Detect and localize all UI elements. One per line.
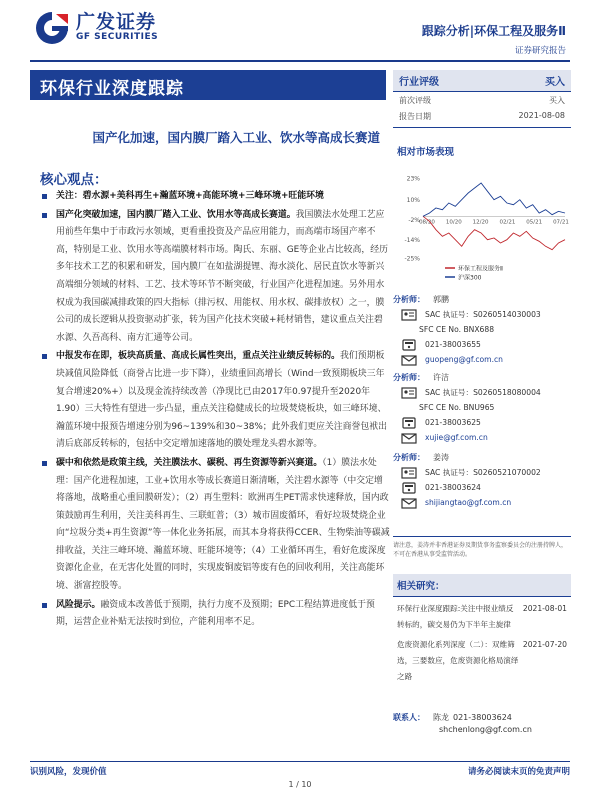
report-date-label: 报告日期 bbox=[399, 112, 431, 121]
related-item[interactable] bbox=[393, 601, 571, 633]
analyst-label: 分析师： bbox=[393, 373, 425, 382]
analyst-email[interactable]: shijiangtao@gf.com.cn bbox=[425, 498, 512, 507]
analyst-sfc: SFC CE No. BNU965 bbox=[419, 403, 495, 412]
chart-svg bbox=[393, 172, 571, 284]
series-line-1 bbox=[423, 183, 565, 216]
header-meta bbox=[422, 22, 566, 56]
related-research bbox=[393, 574, 571, 685]
analyst-block-1 bbox=[393, 292, 571, 367]
email-icon bbox=[399, 496, 419, 510]
analyst-name: 郭鹏 bbox=[433, 295, 449, 304]
related-item-title[interactable]: 环保行业深度跟踪:关注中报业绩反转标的，碳交易仍为下半年主旋律 bbox=[397, 604, 514, 629]
analyst-email[interactable]: xujie@gf.com.cn bbox=[425, 433, 488, 442]
y-tick-label: 23% bbox=[406, 175, 420, 183]
rating-box bbox=[393, 70, 571, 162]
x-tick-label: 07/21 bbox=[553, 219, 569, 226]
paragraph-text: 我国膜法水处理工艺应用前些年集中于市政污水领域，更看重投资及产品应用能力，而高端市场国产率不高，特别是工业、饮用水等高端膜材料市场。陶氏、东丽、GE等企业占比较高，经历多年技术工艺的积累和研发，国内膜厂在如盐湖提锂、海水淡化、居民直饮水等新兴高端细分领域的材料、工艺、技术等环节不断突破，行业国产化进程加速。另外用水权成为我国碳减排政策的四大指标（排污权、用能权、用水权、碳排放权）之一，膜公司的成长逻辑从投资驱动扩张，转为国产化技术突破+耗材销售，建议重点关注碧水源、久吾高科、南方汇通等公司。 bbox=[56, 209, 388, 343]
report-date-value: 2021-08-08 bbox=[518, 111, 565, 120]
rating-label: 行业评级 bbox=[399, 77, 439, 88]
analyst-sac: SAC 执证号：S0260518080004 bbox=[425, 388, 541, 397]
paragraph-focus bbox=[42, 188, 390, 206]
analyst-phone: 021-38003625 bbox=[425, 418, 481, 427]
logo-chinese-name: 广发证券 bbox=[76, 11, 157, 33]
paragraph-text: （1）膜法水处理：国产化进程加速，工业+饮用水等成长赛道日渐清晰，关注碧水源等（中交定增将落地，战略重心重回膜研发）；（2）再生塑料：欧洲再生PET需求快速释放，国内政策鼓励再生利用，关注美科再生、三联虹普；（3）城市固废循环，看好垃圾焚烧企业向“垃圾分类+再生资源”等一体化业务拓展，而其本身将获得CCER、生物柴油等碳减排收益，关注三峰环境、瀚蓝环境、旺能环境等；（4）工业循环再生，看好危废深度资源化企业，在无害化处置的同时，实现废铜废铝等废有色的回收利用，关注高能环境、浙富控股等。 bbox=[56, 457, 390, 592]
related-item-title[interactable]: 危废资源化系列深度（二）：双维筛选，三要数应，危废资源化格局演绎之路 bbox=[397, 640, 519, 681]
y-tick-label: -25% bbox=[404, 255, 420, 263]
contact-phone: 021-38003624 bbox=[453, 713, 512, 722]
disclosure-note: 请注意，姜涛并非香港证券及期货事务监察委员会的注册持牌人，不可在香港从事受监管活动。 bbox=[393, 536, 571, 559]
logo-english-name: GF SECURITIES bbox=[76, 32, 159, 42]
report-date-row bbox=[393, 108, 571, 128]
analyst-phone: 021-38003624 bbox=[425, 483, 481, 492]
id-card-icon bbox=[399, 308, 419, 322]
footer-disclaimer: 请务必阅读末页的免责声明 bbox=[467, 767, 570, 777]
y-tick-label: -2% bbox=[408, 217, 420, 225]
id-card-icon bbox=[399, 386, 419, 400]
contact-name: 陈龙 bbox=[433, 713, 449, 722]
footer-slogan: 识别风险，发现价值 bbox=[30, 767, 107, 777]
legend-label: 沪深300 bbox=[458, 274, 482, 282]
paragraph-bold: 风险提示。 bbox=[56, 599, 101, 610]
related-research-heading: 相关研究： bbox=[393, 574, 571, 597]
x-tick-label: 12/20 bbox=[472, 219, 489, 226]
paragraph-carbon bbox=[42, 455, 390, 596]
paragraph-bold: 关注：碧水源+美科再生+瀚蓝环境+高能环境+三峰环境+旺能环境 bbox=[56, 191, 324, 201]
previous-rating-value: 买入 bbox=[549, 96, 565, 105]
email-icon bbox=[399, 431, 419, 445]
analyst-label: 分析师： bbox=[393, 453, 425, 462]
x-tick-label: 08/20 bbox=[419, 219, 435, 226]
report-subtitle: 国产化加速，国内膜厂踏入工业、饮水等高成长赛道 bbox=[92, 130, 380, 145]
rating-value: 买入 bbox=[545, 77, 565, 88]
y-tick-label: 10% bbox=[406, 197, 420, 205]
phone-icon bbox=[399, 481, 419, 495]
rating-header bbox=[393, 70, 571, 92]
previous-rating-row bbox=[393, 92, 571, 108]
report-category: 跟踪分析|环保工程及服务Ⅱ bbox=[421, 24, 566, 38]
logo-mark-icon bbox=[34, 10, 70, 44]
related-item[interactable] bbox=[393, 637, 571, 685]
footer-divider bbox=[30, 761, 570, 762]
phone-icon bbox=[399, 338, 419, 352]
legend-label: 环保工程及服务Ⅱ bbox=[458, 265, 503, 273]
analyst-sac: SAC 执证号：S0260514030003 bbox=[425, 310, 541, 319]
paragraph-text: 融资成本改善低于预期，执行力度不及预期；EPC工程结算进度低于预期，运营企业补贴无法按时到位，产能利用率不足。 bbox=[56, 599, 375, 628]
paragraph-localization bbox=[42, 207, 390, 348]
y-tick-label: -14% bbox=[404, 237, 420, 245]
analyst-name: 姜涛 bbox=[433, 453, 449, 462]
report-type: 证券研究报告 bbox=[514, 46, 566, 56]
previous-rating-label: 前次评级 bbox=[399, 96, 431, 105]
contact-label: 联系人： bbox=[393, 713, 425, 722]
paragraph-risk bbox=[42, 597, 390, 632]
page-number: 1 / 10 bbox=[288, 780, 312, 789]
email-icon bbox=[399, 353, 419, 367]
main-body bbox=[42, 188, 390, 632]
paragraph-interim bbox=[42, 348, 390, 454]
header-divider bbox=[30, 60, 570, 62]
analyst-name: 许洁 bbox=[433, 373, 449, 382]
analyst-block-3 bbox=[393, 450, 571, 510]
x-tick-label: 05/21 bbox=[526, 219, 543, 226]
report-title: 环保行业深度跟踪 bbox=[30, 70, 386, 100]
company-logo bbox=[34, 10, 158, 44]
contact-block bbox=[393, 710, 571, 740]
paragraph-bold: 碳中和依然是政策主线，关注膜法水、碳税、再生资源等新兴赛道。 bbox=[56, 457, 323, 468]
x-tick-label: 10/20 bbox=[445, 219, 462, 226]
analyst-email[interactable]: guopeng@gf.com.cn bbox=[425, 355, 503, 364]
related-item-date: 2021-07-20 bbox=[522, 640, 567, 649]
paragraph-text: 我们预期板块减值风险降低（商誉占比进一步下降），业绩重回高增长（Wind一致预期板块三年复合增速20%+）以及现金流持续改善（净现比已由2017年0.97提升至2020年1.90）三大特性有望进一步凸显，重点关注稳健成长的垃圾焚烧板块，如三峰环境、瀚蓝环境中报预告增速分别为96~139%和30~38%；此外我们更应关注商誉包袱出清后底部反转标的，包括中交定增加速落地的膜处理龙头碧水源等。 bbox=[56, 351, 388, 450]
series-line-0 bbox=[423, 216, 565, 249]
paragraph-bold: 中报发布在即，板块高质量、高成长属性突出，重点关注业绩反转标的。 bbox=[56, 351, 340, 362]
contact-email[interactable]: shchenlong@gf.com.cn bbox=[439, 725, 532, 734]
analyst-sac: SAC 执证号：S0260521070002 bbox=[425, 468, 541, 477]
analyst-label: 分析师： bbox=[393, 295, 425, 304]
phone-icon bbox=[399, 416, 419, 430]
core-views-heading: 核心观点： bbox=[40, 172, 108, 188]
analyst-block-2 bbox=[393, 370, 571, 445]
analyst-phone: 021-38003655 bbox=[425, 340, 481, 349]
x-tick-label: 02/21 bbox=[499, 219, 516, 226]
paragraph-bold: 国产化突破加速，国内膜厂踏入工业、饮用水等高成长赛道。 bbox=[56, 209, 296, 220]
analyst-sfc: SFC CE No. BNX688 bbox=[419, 325, 495, 334]
id-card-icon bbox=[399, 466, 419, 480]
chart-section-heading: 相对市场表现 bbox=[397, 147, 455, 158]
relative-performance-chart bbox=[393, 172, 571, 284]
related-item-date: 2021-08-01 bbox=[522, 604, 567, 613]
